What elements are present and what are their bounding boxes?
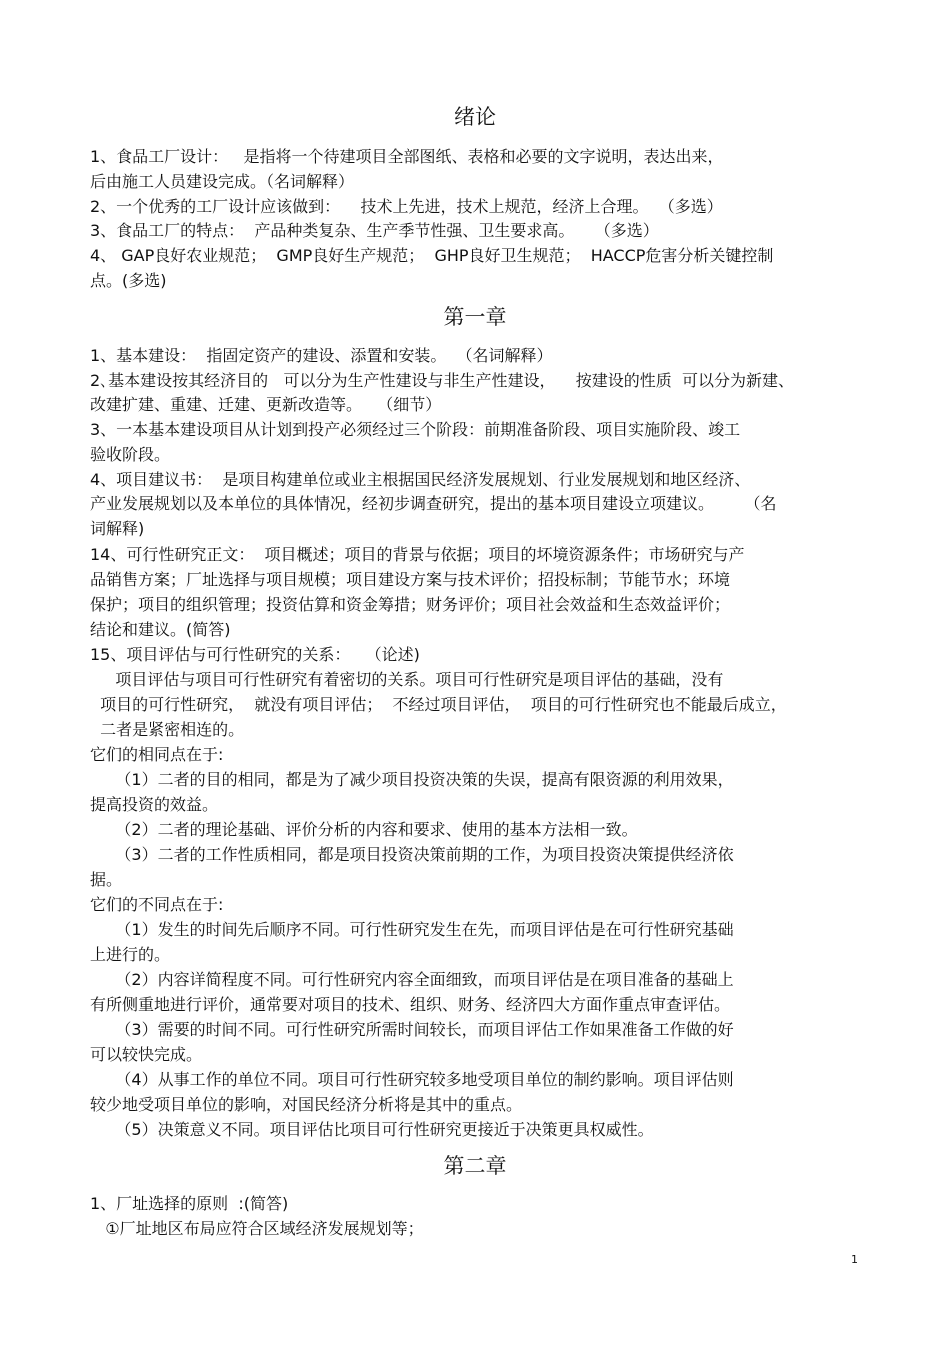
text-line: （3）需要的时间不同。可行性研究所需时间较长，而项目评估工作如果准备工作做的好 — [90, 1020, 734, 1039]
text-line: 3、食品工厂的特点： 产品种类复杂、生产季节性强、卫生要求高。 （多选） — [90, 221, 659, 240]
text-line: 提高投资的效益。 — [90, 795, 219, 814]
text-line: 验收阶段。 — [90, 445, 171, 464]
text-line: 1、食品工厂设计： 是指将一个待建项目全部图纸、表格和必要的文字说明，表达出来， — [90, 147, 724, 166]
text-line: （2）二者的理论基础、评价分析的内容和要求、使用的基本方法相一致。 — [90, 820, 638, 839]
text-line: 后由施工人员建设完成。（名词解释） — [90, 172, 355, 191]
text-line: （1）发生的时间先后顺序不同。可行性研究发生在先，而项目评估是在可行性研究基础 — [90, 920, 734, 939]
page-number: 1 — [851, 1253, 858, 1266]
text-line: 有所侧重地进行评价，通常要对项目的技术、组织、财务、经济四大方面作重点审查评估。 — [90, 995, 731, 1014]
section-heading-ch1: 第一章 — [443, 305, 507, 329]
text-line: 词解释) — [90, 519, 145, 538]
text-line: 改建扩建、重建、迁建、更新改造等。 （细节） — [90, 395, 442, 414]
text-line: 3、一本基本建设项目从计划到投产必须经过三个阶段：前期准备阶段、项目实施阶段、竣工 — [90, 420, 741, 439]
text-line: 二者是紧密相连的。 — [90, 720, 245, 739]
text-line: 1、厂址选择的原则 :(简答) — [90, 1194, 289, 1213]
text-line: 项目的可行性研究， 就没有项目评估； 不经过项目评估， 项目的可行性研究也不能最后成立， — [90, 695, 787, 714]
text-line: 较少地受项目单位的影响，对国民经济分析将是其中的重点。 — [90, 1095, 523, 1114]
section-heading-ch2: 第二章 — [443, 1154, 507, 1178]
text-line: （3）二者的工作性质相同，都是项目投资决策前期的工作，为项目投资决策提供经济依 — [90, 845, 734, 864]
text-line: 15、项目评估与可行性研究的关系： （论述) — [90, 645, 420, 664]
text-line: 2、一个优秀的工厂设计应该做到： 技术上先进，技术上规范，经济上合理。 （多选） — [90, 197, 723, 216]
text-line: 4、 GAP良好农业规范； GMP良好生产规范； GHP良好卫生规范； HACCP危害分析关键控制 — [90, 246, 774, 265]
text-line: （2）内容详简程度不同。可行性研究内容全面细致，而项目评估是在项目准备的基础上 — [90, 970, 734, 989]
text-line: 项目评估与项目可行性研究有着密切的关系。项目可行性研究是项目评估的基础，没有 — [90, 670, 724, 689]
text-line: 4、项目建议书： 是项目构建单位或业主根据国民经济发展规划、行业发展规划和地区经济、 — [90, 470, 751, 489]
text-line: ①厂址地区布局应符合区域经济发展规划等； — [90, 1219, 424, 1238]
text-line: （1）二者的目的相同，都是为了减少项目投资决策的失误，提高有限资源的利用效果， — [90, 770, 734, 789]
text-line: 它们的不同点在于: — [90, 895, 224, 914]
text-line: 结论和建议。(简答) — [90, 620, 231, 639]
text-line: 品销售方案；厂址选择与项目规模；项目建设方案与技术评价；招投标制；节能节水；环境 — [90, 570, 731, 589]
text-line: 点。(多选) — [90, 271, 167, 290]
text-line: （5）决策意义不同。项目评估比项目可行性研究更接近于决策更具权威性。 — [90, 1120, 654, 1139]
text-line: 它们的相同点在于: — [90, 745, 224, 764]
text-line: 上进行的。 — [90, 945, 171, 964]
text-line: 保护；项目的组织管理；投资估算和资金筹措；财务评价；项目社会效益和生态效益评价； — [90, 595, 731, 614]
text-line: 2､基本建设按其经济目的 可以分为生产性建设与非生产性建设， 按建设的性质 可以分为新建、 — [90, 371, 794, 390]
text-line: 据。 — [90, 870, 123, 889]
text-line: 可以较快完成。 — [90, 1045, 203, 1064]
text-line: （4）从事工作的单位不同。项目可行性研究较多地受项目单位的制约影响。项目评估则 — [90, 1070, 734, 1089]
text-line: 14、可行性研究正文： 项目概述；项目的背景与依据；项目的坏境资源条件；市场研究与产 — [90, 545, 745, 564]
section-heading-intro: 绪论 — [454, 105, 496, 129]
text-line: 产业发展规划以及本单位的具体情况，经初步调查研究，提出的基本项目建设立项建议。 （名 — [90, 494, 777, 513]
text-line: 1、基本建设： 指固定资产的建设、添置和安装。 （名词解释） — [90, 346, 553, 365]
